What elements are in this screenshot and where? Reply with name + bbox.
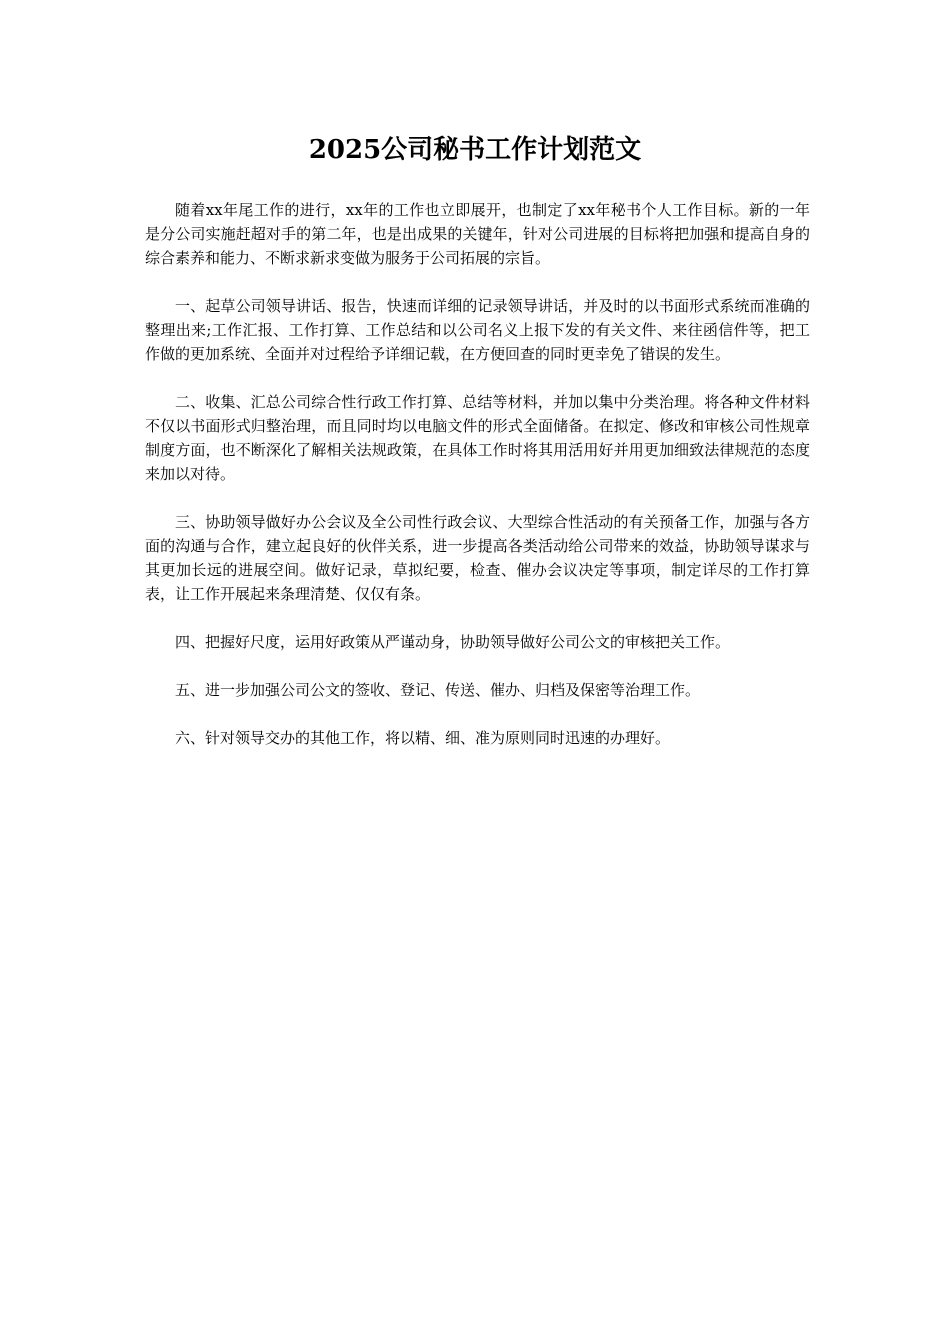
paragraph-item-5: 五、进一步加强公司公文的签收、登记、传送、催办、归档及保密等治理工作。	[175, 681, 701, 699]
paragraph-item-3: 三、协助领导做好办公会议及全公司性行政会议、大型综合性活动的有关预备工作，加强与各方面的沟通与合作，建立起良好的伙伴关系，进一步提高各类活动给公司带来的效益，协助领导谋求与其更加长远的进展空间。做好记录，草拟纪要，检查、催办会议决定等事项，制定详尽的工作打算表，让工作开展起来条理清楚、仅仅有条。	[145, 513, 810, 603]
paragraph-item-1: 一、起草公司领导讲话、报告，快速而详细的记录领导讲话，并及时的以书面形式系统而准确的整理出来;工作汇报、工作打算、工作总结和以公司名义上报下发的有关文件、来往函信件等，把工作做的更加系统、全面并对过程给予详细记载，在方便回查的同时更幸免了错误的发生。	[145, 297, 810, 363]
document-body	[145, 198, 810, 774]
paragraph-intro: 随着xx年尾工作的进行，xx年的工作也立即展开，也制定了xx年秘书个人工作目标。新的一年是分公司实施赶超对手的第二年，也是出成果的关键年，针对公司进展的目标将把加强和提高自身的综合素养和能力、不断求新求变做为服务于公司拓展的宗旨。	[145, 201, 810, 267]
paragraph-item-2: 二、收集、汇总公司综合性行政工作打算、总结等材料，并加以集中分类治理。将各种文件材料不仅以书面形式归整治理，而且同时均以电脑文件的形式全面储备。在拟定、修改和审核公司性规章制度方面，也不断深化了解相关法规政策，在具体工作时将其用活用好并用更加细致法律规范的态度来加以对待。	[145, 393, 810, 483]
paragraph-item-4: 四、把握好尺度，运用好政策从严谨动身，协助领导做好公司公文的审核把关工作。	[175, 633, 731, 651]
document-title: 2025公司秘书工作计划范文	[308, 135, 642, 165]
paragraph-item-6: 六、针对领导交办的其他工作，将以精、细、准为原则同时迅速的办理好。	[175, 729, 671, 747]
